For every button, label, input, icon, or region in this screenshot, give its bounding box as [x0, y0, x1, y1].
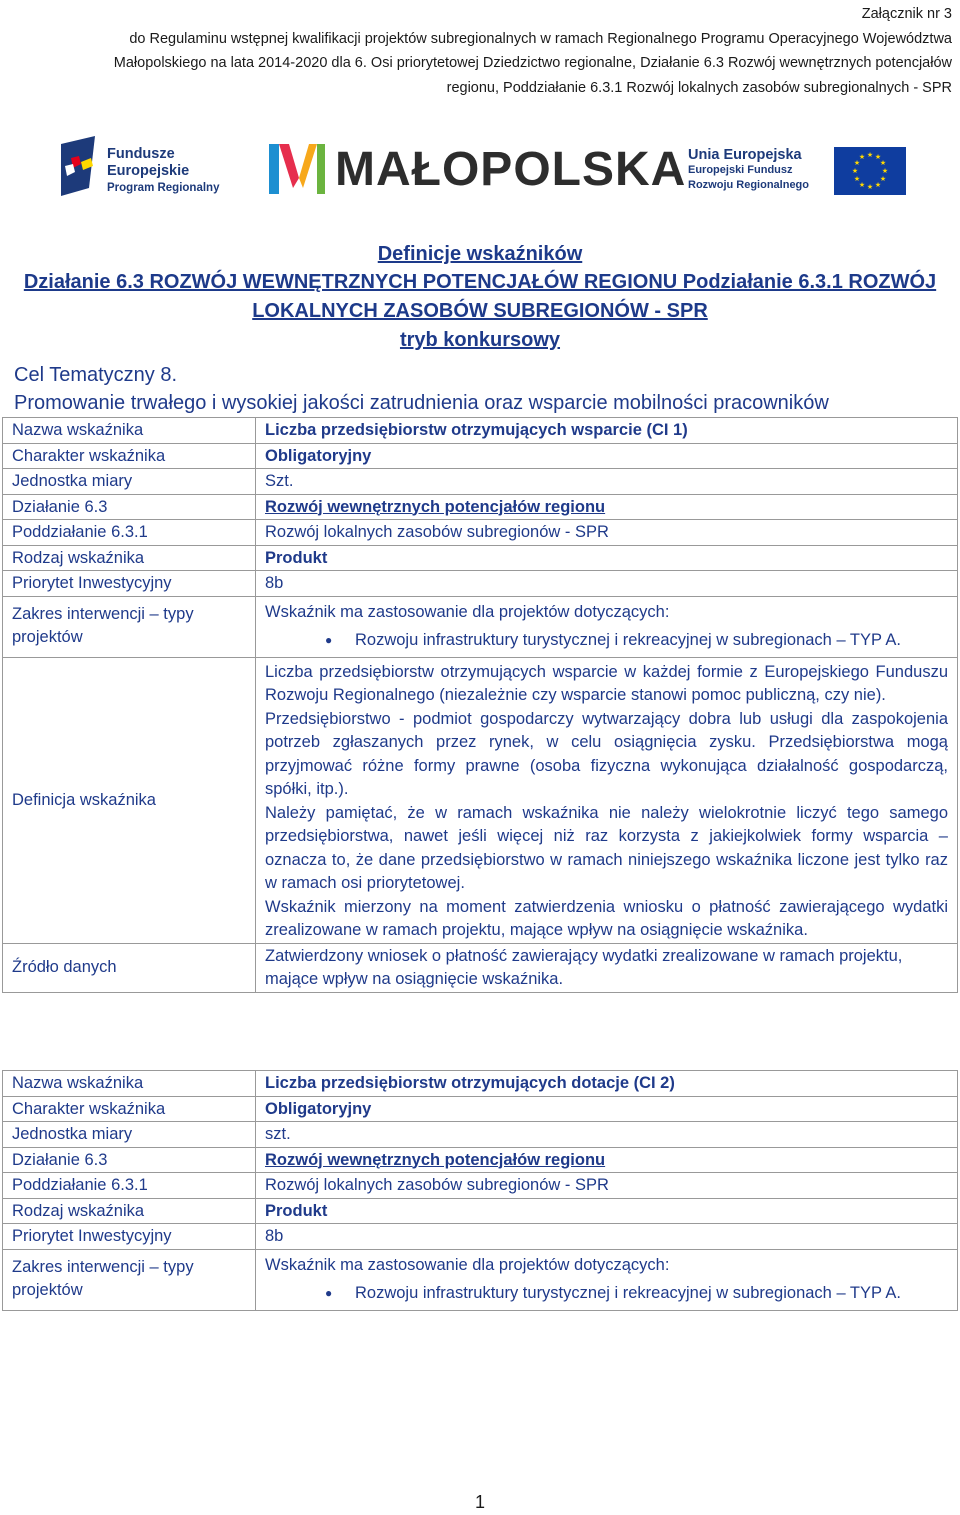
value-jednostka: szt.: [256, 1122, 958, 1148]
value-zrodlo: Zatwierdzony wniosek o płatność zawierający wydatki zrealizowane w ramach projektu, mające wpływ na osiągnięcie wskaźnika.: [256, 943, 958, 992]
label-dzialanie: Działanie 6.3: [3, 1147, 256, 1173]
table-row: [3, 418, 958, 444]
header-line: do Regulaminu wstępnej kwalifikacji projektów subregionalnych w ramach Regionalnego Programu Operacyjnego Województwa: [129, 30, 952, 47]
svg-text:★: ★: [858, 153, 866, 161]
thematic-objective-number: Cel Tematyczny 8.: [14, 364, 178, 386]
zakres-intro: Wskaźnik ma zastosowanie dla projektów dotyczących:: [265, 1255, 670, 1274]
attachment-number: Załącznik nr 3: [861, 6, 952, 22]
eu-flag-icon: [834, 147, 906, 195]
table-row: [3, 1249, 958, 1310]
svg-text:★: ★: [879, 159, 887, 167]
document-titles: [0, 240, 960, 354]
header-line: regionu, Poddziałanie 6.3.1 Rozwój lokalnych zasobów subregionalnych - SPR: [446, 79, 952, 96]
mode-subtitle: tryb konkursowy: [399, 329, 561, 351]
table-row: [3, 596, 958, 657]
label-priorytet: Priorytet Inwestycyjny: [3, 571, 256, 597]
label-rodzaj: Rodzaj wskaźnika: [3, 545, 256, 571]
malopolska-m-icon: [265, 138, 329, 196]
table-row: [3, 1173, 958, 1199]
label-dzialanie: Działanie 6.3: [3, 494, 256, 520]
header-line: Małopolskiego na lata 2014-2020 dla 6. Osi priorytetowej Dziedzictwo regionalne, Działanie 6.3 Rozwój wewnętrznych potencjałów: [113, 55, 952, 71]
svg-text:★: ★: [866, 151, 874, 159]
value-charakter: Obligatoryjny: [256, 1096, 958, 1122]
logo-strip: [0, 128, 960, 208]
fe-star-icon: [55, 132, 105, 200]
page-number: 1: [474, 1492, 485, 1512]
svg-text:★: ★: [879, 175, 887, 183]
label-jednostka: Jednostka miary: [3, 469, 256, 495]
attachment-header: [52, 2, 952, 100]
label-poddzialanie: Poddziałanie 6.3.1: [3, 1173, 256, 1199]
table-row: [3, 1198, 958, 1224]
measure-subtitle: Działanie 6.3 ROZWÓJ WEWNĘTRZNYCH POTENCJAŁÓW REGIONU Podziałanie 6.3.1 ROZWÓJ LOKALNYCH ZASOBÓW SUBREGIONÓW - SPR: [23, 271, 937, 322]
table-row: [3, 1224, 958, 1250]
label-rodzaj: Rodzaj wskaźnika: [3, 1198, 256, 1224]
value-nazwa: Liczba przedsiębiorstw otrzymujących dotacje (CI 2): [256, 1071, 958, 1097]
value-dzialanie: Rozwój wewnętrznych potencjałów regionu: [256, 494, 958, 520]
bullet-icon: ●: [325, 1286, 333, 1300]
page-title: Definicje wskaźników: [377, 243, 583, 265]
label-jednostka: Jednostka miary: [3, 1122, 256, 1148]
svg-text:★: ★: [874, 153, 882, 161]
definition-paragraph: Należy pamiętać, że w ramach wskaźnika nie należy wielokrotnie liczyć tego samego przedsiębiorstwa, nawet jeśli więcej niż raz korzysta z jakiejkolwiek formy wsparcia – oznacza to, że dane przedsiębiorstwo w ramach niniejszego wskaźnika liczone jest tylko raz w ramach osi priorytetowej.: [265, 803, 948, 892]
label-zakres: Zakres interwencji – typy projektów: [3, 596, 256, 657]
label-nazwa: Nazwa wskaźnika: [3, 418, 256, 444]
malopolska-logo: [265, 138, 687, 198]
eu-logo-line: Rozwoju Regionalnego: [688, 179, 809, 191]
table-row: [3, 1071, 958, 1097]
svg-text:★: ★: [866, 183, 874, 191]
label-poddzialanie: Poddziałanie 6.3.1: [3, 520, 256, 546]
label-charakter: Charakter wskaźnika: [3, 1096, 256, 1122]
value-dzialanie: Rozwój wewnętrznych potencjałów regionu: [256, 1147, 958, 1173]
svg-text:★: ★: [853, 159, 861, 167]
table-row: [3, 494, 958, 520]
fe-logo-line: Fundusze: [107, 146, 175, 162]
value-definicja: [256, 657, 958, 943]
label-charakter: Charakter wskaźnika: [3, 443, 256, 469]
thematic-objective: [14, 361, 944, 417]
definition-paragraph: Liczba przedsiębiorstw otrzymujących wsparcie w każdej formie z Europejskiego Funduszu Rozwoju Regionalnego (niezależnie czy wsparcie stanowi pomoc publiczną, czy nie).: [265, 662, 948, 704]
label-zakres: Zakres interwencji – typy projektów: [3, 1249, 256, 1310]
definition-paragraph: Przedsiębiorstwo - podmiot gospodarczy wytwarzający dobra lub usługi dla zaspokojenia potrzeb zgłaszanych przez rynek, w celu osiągnięcia zysku. Przedsiębiorstwa mogą przyjmować różne formy prawne (osoba fizyczna wykonująca działalność gospodarczą, spółki, itp.).: [265, 709, 948, 798]
value-priorytet: 8b: [256, 1224, 958, 1250]
table-row: [3, 1096, 958, 1122]
value-rodzaj: Produkt: [256, 545, 958, 571]
table-row: [3, 1147, 958, 1173]
svg-text:★: ★: [853, 175, 861, 183]
svg-text:★: ★: [858, 181, 866, 189]
svg-text:★: ★: [851, 167, 859, 175]
eu-logo-line: Unia Europejska: [688, 147, 802, 163]
definition-paragraph: Wskaźnik mierzony na moment zatwierdzenia wniosku o płatność zawierającego wydatki zrealizowane w ramach projektu, mające wpływ na osiągnięcie wskaźnika.: [265, 897, 948, 939]
value-rodzaj: Produkt: [256, 1198, 958, 1224]
svg-text:★: ★: [874, 181, 882, 189]
table-row: [3, 443, 958, 469]
svg-text:★: ★: [881, 167, 889, 175]
value-zakres: [256, 1249, 958, 1310]
label-priorytet: Priorytet Inwestycyjny: [3, 1224, 256, 1250]
list-item: [325, 1282, 948, 1306]
eu-logo-line: Europejski Fundusz: [688, 164, 793, 176]
list-item: [325, 629, 948, 653]
value-poddzialanie: Rozwój lokalnych zasobów subregionów - SPR: [256, 520, 958, 546]
label-definicja: Definicja wskaźnika: [3, 657, 256, 943]
label-nazwa: Nazwa wskaźnika: [3, 1071, 256, 1097]
value-priorytet: 8b: [256, 571, 958, 597]
zakres-intro: Wskaźnik ma zastosowanie dla projektów dotyczących:: [265, 602, 670, 621]
eu-logo: [688, 140, 918, 200]
value-charakter: Obligatoryjny: [256, 443, 958, 469]
value-poddzialanie: Rozwój lokalnych zasobów subregionów - SPR: [256, 1173, 958, 1199]
table-row: [3, 1122, 958, 1148]
fe-logo-line: Europejskie: [107, 163, 190, 179]
value-jednostka: Szt.: [256, 469, 958, 495]
zakres-item: Rozwoju infrastruktury turystycznej i rekreacyjnej w subregionach – TYP A.: [355, 631, 901, 649]
thematic-objective-text: Promowanie trwałego i wysokiej jakości zatrudnienia oraz wsparcie mobilności pracowników: [14, 392, 829, 414]
table-row: [3, 571, 958, 597]
value-nazwa: Liczba przedsiębiorstw otrzymujących wsparcie (CI 1): [256, 418, 958, 444]
indicator-table-ci1: [2, 417, 958, 993]
fe-logo-line: Program Regionalny: [107, 182, 220, 194]
table-row: [3, 943, 958, 992]
indicator-table-ci2: [2, 1070, 958, 1311]
zakres-item: Rozwoju infrastruktury turystycznej i rekreacyjnej w subregionach – TYP A.: [355, 1284, 901, 1302]
label-zrodlo: Źródło danych: [3, 943, 256, 992]
malopolska-wordmark: MAŁOPOLSKA: [335, 143, 687, 196]
table-row: [3, 657, 958, 943]
fundusze-europejskie-logo: [55, 132, 255, 202]
value-zakres: [256, 596, 958, 657]
table-row: [3, 469, 958, 495]
bullet-icon: ●: [325, 633, 333, 647]
table-row: [3, 545, 958, 571]
table-row: [3, 520, 958, 546]
